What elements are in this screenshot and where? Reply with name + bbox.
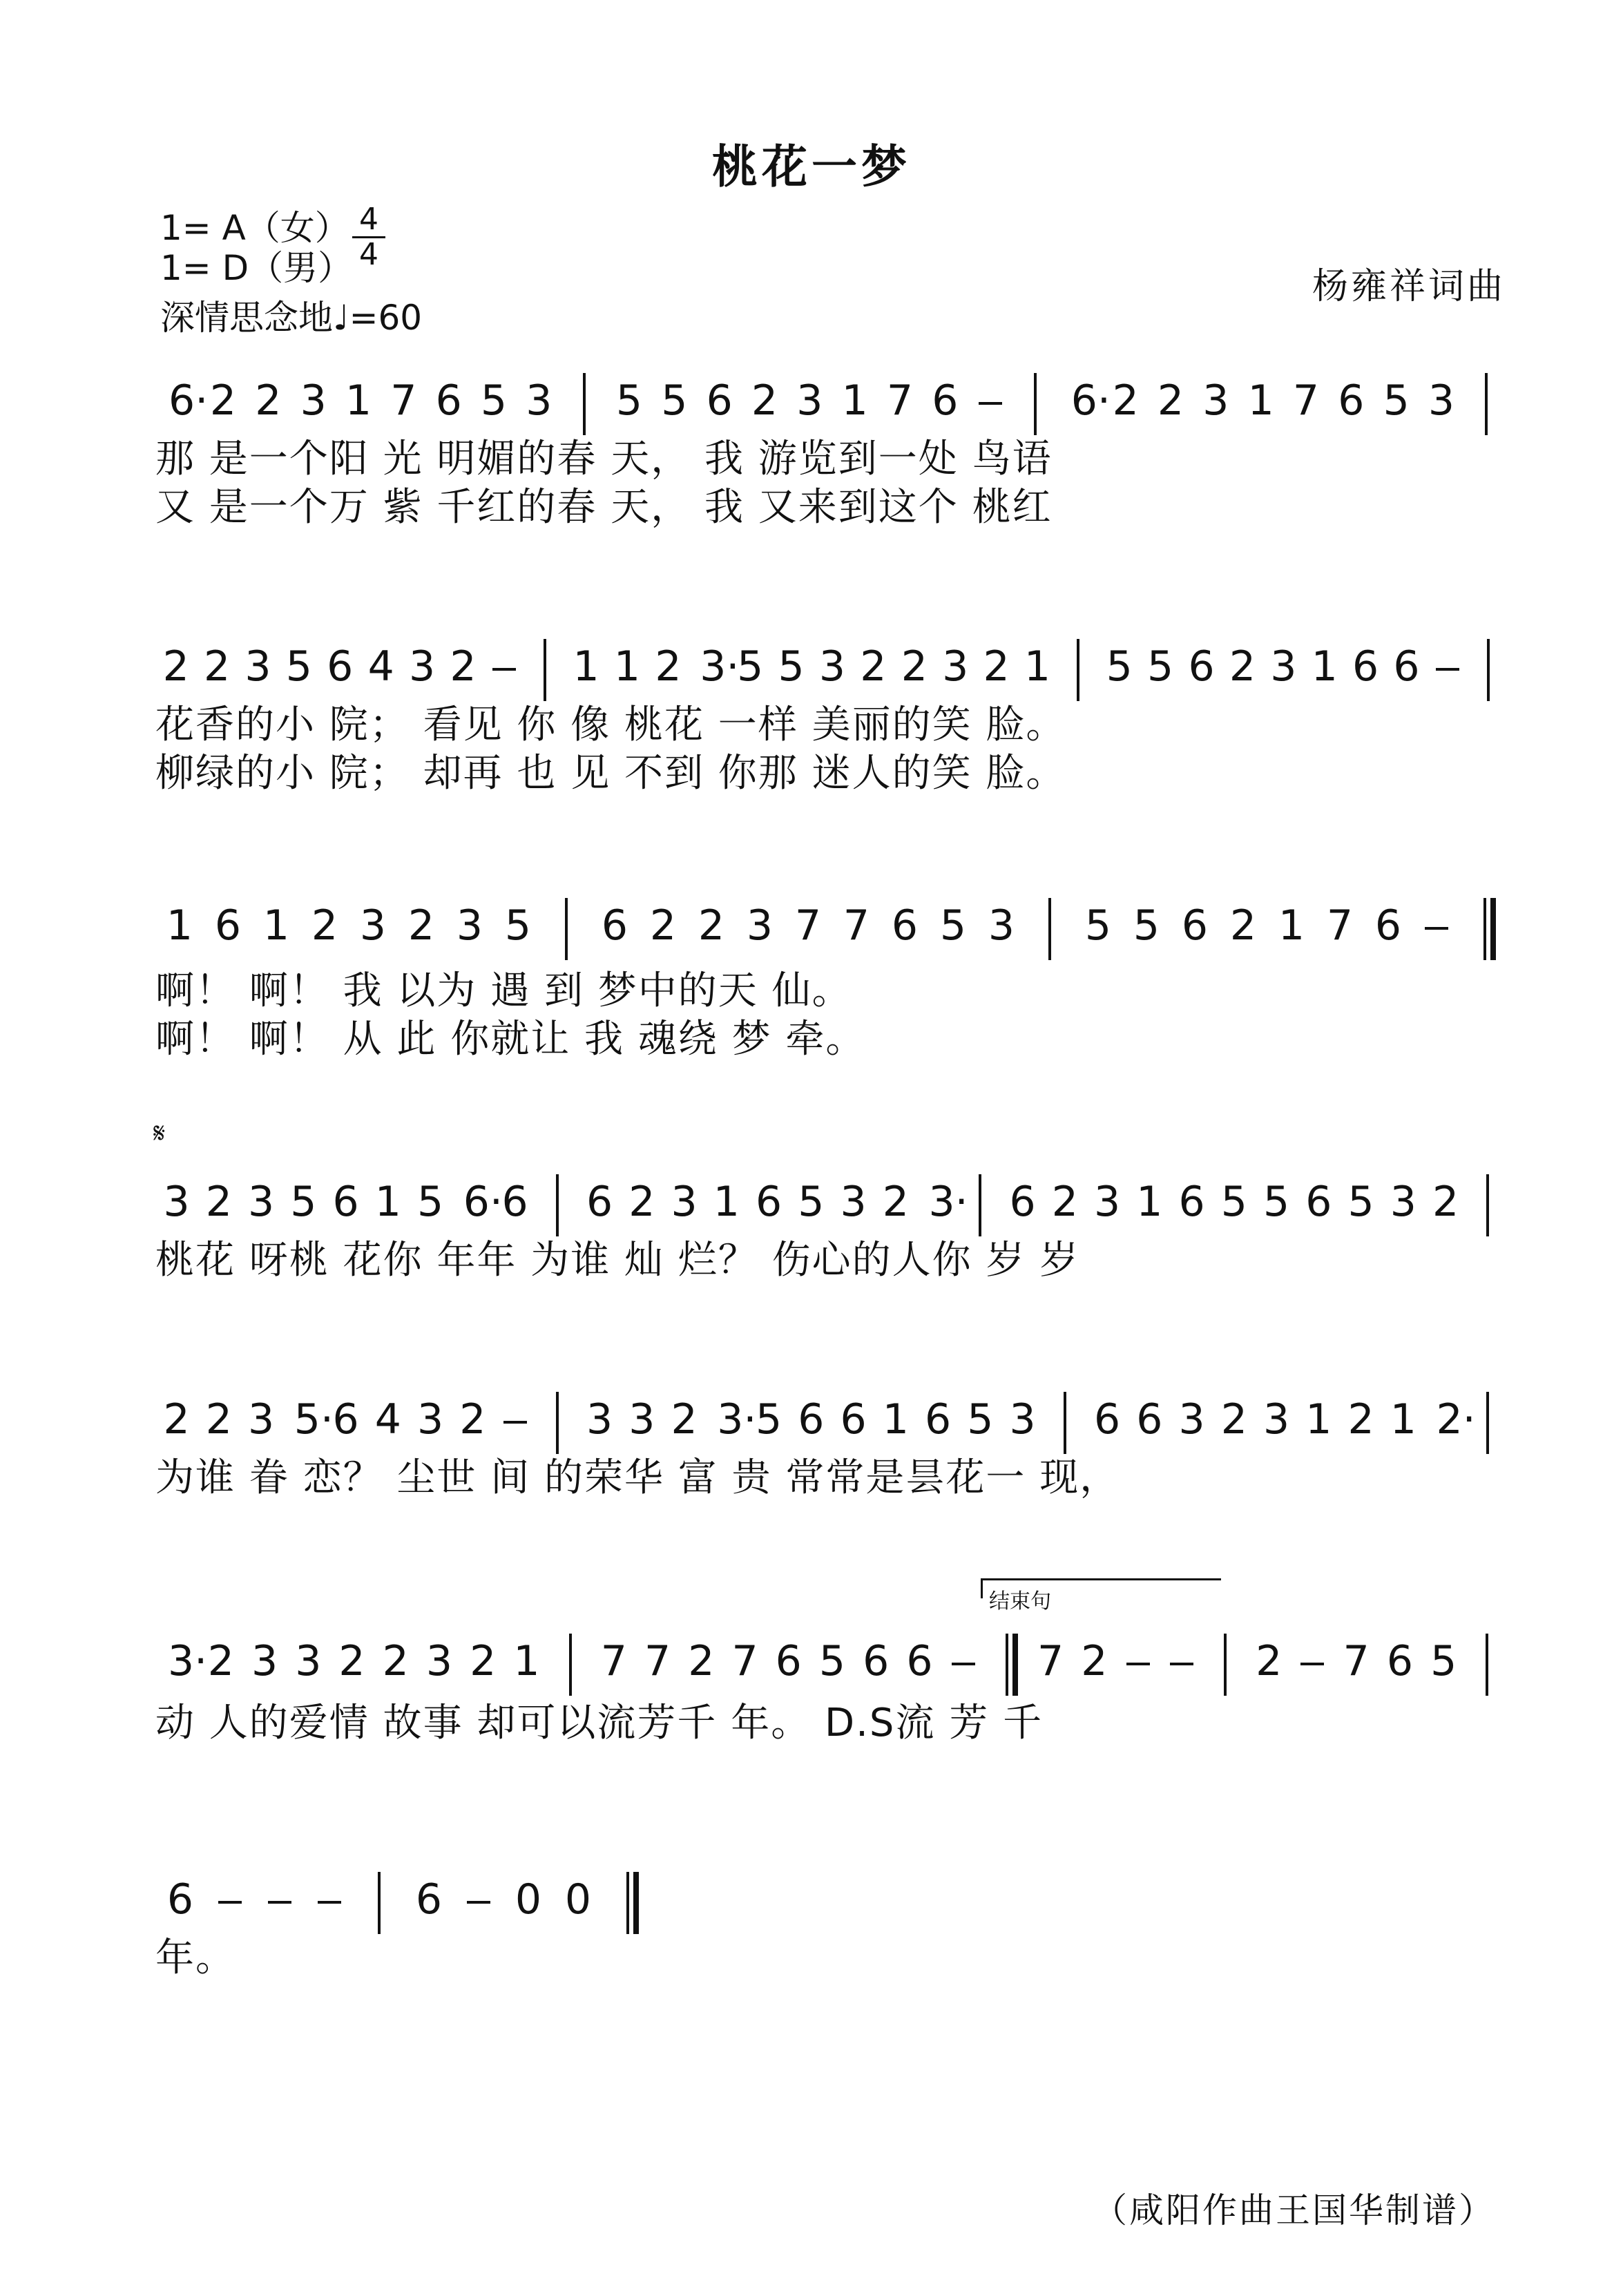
barline — [1486, 1392, 1489, 1454]
note: 2 — [655, 642, 682, 691]
note: 2 — [1256, 1637, 1283, 1685]
note: 3 — [1270, 642, 1297, 691]
note: 5 — [778, 642, 805, 691]
note: 6 — [1305, 1178, 1332, 1226]
note: 3 — [526, 376, 553, 425]
note: 6 — [332, 1178, 359, 1226]
note: 1 — [713, 1178, 740, 1226]
note: 5 — [967, 1395, 994, 1444]
note: 5 — [939, 901, 967, 950]
note: 4 — [367, 642, 394, 691]
note: 3 — [840, 1178, 867, 1226]
note: 2 — [470, 1637, 497, 1685]
lyric-line-1: 花香的小 院； 看见 你 像 桃花 一样 美丽的笑 脸。 — [155, 702, 1066, 747]
barline — [626, 1872, 629, 1934]
extension-dash — [268, 1901, 291, 1904]
note: 5 — [798, 1178, 825, 1226]
note: 1 — [1247, 376, 1274, 425]
note: 6 — [840, 1395, 867, 1444]
note: 3 — [251, 1637, 278, 1685]
note: 0 — [564, 1875, 592, 1924]
note: 5· — [294, 1395, 334, 1444]
note: 3 — [417, 1395, 444, 1444]
note: 6 — [863, 1637, 890, 1685]
note: 2 — [407, 901, 435, 950]
notation-line — [155, 618, 1509, 694]
note: 5 — [1106, 642, 1133, 691]
barline-thick — [633, 1872, 639, 1934]
note: 2 — [255, 376, 282, 425]
note: 6 — [435, 376, 462, 425]
note: 7 — [390, 376, 417, 425]
note: 6 — [1094, 1395, 1121, 1444]
note: 7 — [1326, 901, 1354, 950]
note: 6 — [1338, 376, 1365, 425]
note: 2 — [1081, 1637, 1108, 1685]
barline — [1486, 1634, 1488, 1696]
note: 3 — [746, 901, 774, 950]
note: 6 — [1352, 642, 1379, 691]
note: 6 — [756, 1178, 782, 1226]
lyric-line-1: 年。 — [155, 1935, 236, 1980]
note: 2 — [688, 1637, 715, 1685]
note: 1 — [1024, 642, 1051, 691]
barline — [1224, 1634, 1227, 1696]
note: 2· — [1436, 1395, 1476, 1444]
note: 1 — [374, 1178, 401, 1226]
barline — [1487, 639, 1490, 701]
note: 2 — [163, 1395, 190, 1444]
time-signature-bottom: 4 — [359, 237, 378, 272]
time-signature — [352, 204, 385, 270]
note: 2 — [1432, 1178, 1459, 1226]
note: 6 — [1181, 901, 1209, 950]
note: 5 — [417, 1178, 444, 1226]
extension-dash — [492, 668, 516, 671]
note: 2 — [983, 642, 1010, 691]
note: 6 — [586, 1178, 613, 1226]
note: 3 — [248, 1395, 275, 1444]
time-signature-top: 4 — [359, 202, 378, 237]
barline — [378, 1872, 381, 1934]
note: 4 — [374, 1395, 401, 1444]
barline — [565, 898, 568, 960]
note: 6 — [925, 1395, 952, 1444]
song-title: 桃花一梦 — [712, 140, 911, 193]
note: 6 — [214, 901, 242, 950]
note: 3· — [700, 642, 740, 691]
note: 5 — [818, 1637, 846, 1685]
note: 1 — [1311, 642, 1338, 691]
note: 3 — [295, 1637, 322, 1685]
note: 5 — [1347, 1178, 1374, 1226]
score-credit: （咸阳作曲王国华制谱） — [1093, 2190, 1495, 2230]
barline — [1048, 898, 1051, 960]
lyric-line-1: 动 人的爱情 故事 却可以流芳千 年。 D.S流 芳 千 — [155, 1701, 1044, 1745]
lyric-line-1: 桃花 呀桃 花你 年年 为谁 灿 烂？ 伤心的人你 岁 岁 — [155, 1238, 1080, 1283]
note: 2 — [459, 1395, 486, 1444]
note: 6 — [932, 376, 959, 425]
extension-dash — [979, 402, 1002, 405]
note: 6 — [415, 1875, 443, 1924]
note: 3 — [1202, 376, 1229, 425]
note: 3 — [359, 901, 387, 950]
lyric-line-2: 啊！ 啊！ 从 此 你就让 我 魂绕 梦 牵。 — [155, 1017, 866, 1062]
barline — [544, 639, 546, 701]
note: 5 — [737, 642, 764, 691]
key-signature-female: 1= A（女） — [160, 208, 349, 248]
note: 2 — [901, 642, 928, 691]
note: 2 — [1229, 642, 1256, 691]
note: 1 — [573, 642, 599, 691]
note: 2 — [1051, 1178, 1078, 1226]
note: 6· — [1070, 376, 1111, 425]
note: 5 — [1084, 901, 1112, 950]
note: 5 — [615, 376, 643, 425]
notation-line — [155, 1613, 1509, 1689]
barline — [556, 1392, 559, 1454]
note: 3 — [456, 901, 483, 950]
composer-credit: 杨雍祥词曲 — [1312, 266, 1506, 307]
note: 3 — [818, 642, 846, 691]
barline — [979, 1174, 981, 1236]
note: 6 — [166, 1875, 194, 1924]
note: 5 — [661, 376, 688, 425]
note: 7 — [886, 376, 914, 425]
note: 6 — [798, 1395, 825, 1444]
note: 3 — [586, 1395, 613, 1444]
note: 6 — [775, 1637, 802, 1685]
note: 5 — [1147, 642, 1174, 691]
note: 3 — [1263, 1395, 1290, 1444]
barline — [569, 1634, 572, 1696]
note: 3 — [300, 376, 327, 425]
note: 3 — [628, 1395, 655, 1444]
extension-dash — [1126, 1663, 1150, 1665]
note: 3 — [425, 1637, 453, 1685]
note: 2 — [1112, 376, 1139, 425]
lyric-line-2: 柳绿的小 院； 却再 也 见 不到 你那 迷人的笑 脸。 — [155, 751, 1066, 796]
note: 2 — [649, 901, 677, 950]
barline — [1034, 373, 1037, 435]
note: 1 — [841, 376, 868, 425]
notation-line — [155, 877, 1509, 953]
note: 3 — [1009, 1395, 1036, 1444]
note: 2 — [205, 1395, 232, 1444]
note: 6 — [327, 642, 354, 691]
note: 2 — [751, 376, 778, 425]
note: 3 — [248, 1178, 275, 1226]
note: 2 — [450, 642, 477, 691]
note: 2 — [205, 1178, 232, 1226]
extension-dash — [1300, 1663, 1324, 1665]
lyric-line-1: 那 是一个阳 光 明媚的春 天， 我 游览到一处 鸟语 — [155, 437, 1053, 481]
note: 3 — [671, 1178, 698, 1226]
barline-thick — [1012, 1634, 1018, 1696]
note: 7 — [843, 901, 870, 950]
note: 3· — [717, 1395, 757, 1444]
note: 6 — [1178, 1178, 1205, 1226]
note: 6 — [1374, 901, 1402, 950]
note: 7 — [731, 1637, 758, 1685]
note: 2 — [311, 901, 338, 950]
note: 3 — [942, 642, 969, 691]
barline — [1485, 373, 1488, 435]
note: 5 — [1383, 376, 1410, 425]
note: 6 — [1136, 1395, 1163, 1444]
note: 6 — [1386, 1637, 1414, 1685]
extension-dash — [1170, 1663, 1193, 1665]
note: 5 — [1430, 1637, 1457, 1685]
note: 3 — [1390, 1178, 1416, 1226]
note: 3 — [988, 901, 1015, 950]
barline — [1006, 1634, 1008, 1696]
note: 1 — [1390, 1395, 1416, 1444]
note: 6 — [601, 901, 628, 950]
note: 2 — [338, 1637, 365, 1685]
barline — [1486, 1174, 1489, 1236]
note: 3 — [796, 376, 823, 425]
note: 1 — [613, 642, 641, 691]
note: 6 — [332, 1395, 359, 1444]
note: 5 — [480, 376, 508, 425]
note: 2 — [209, 376, 237, 425]
barline — [583, 373, 586, 435]
note: 6 — [891, 901, 919, 950]
note: 2 — [860, 642, 887, 691]
barline — [1077, 639, 1079, 701]
note: 2 — [1229, 901, 1257, 950]
extension-dash — [503, 1421, 527, 1424]
key-signature-male: 1= D（男） — [160, 248, 353, 288]
note: 7 — [1343, 1637, 1370, 1685]
extension-dash — [318, 1901, 341, 1904]
lyric-line-1: 为谁 眷 恋？ 尘世 间 的荣华 富 贵 常常是昙花一 现， — [155, 1455, 1120, 1500]
barline — [556, 1174, 559, 1236]
note: 1 — [1305, 1395, 1332, 1444]
note: 3 — [1178, 1395, 1205, 1444]
note: 6· — [169, 376, 209, 425]
note: 3 — [163, 1178, 190, 1226]
note: 3· — [928, 1178, 968, 1226]
note: 2 — [203, 642, 231, 691]
note: 7 — [600, 1637, 627, 1685]
note: 6 — [1009, 1178, 1036, 1226]
barline — [1064, 1392, 1066, 1454]
note: 1 — [513, 1637, 540, 1685]
note: 5 — [756, 1395, 782, 1444]
notation-line — [155, 1851, 1509, 1927]
note: 1 — [345, 376, 372, 425]
note: 5 — [290, 1178, 317, 1226]
extension-dash — [952, 1663, 975, 1665]
extension-dash — [218, 1901, 242, 1904]
ending-label: 结束句 — [989, 1589, 1051, 1614]
note: 2 — [382, 1637, 409, 1685]
note: 5 — [504, 901, 532, 950]
extension-dash — [1436, 668, 1459, 671]
note: 3 — [1428, 376, 1455, 425]
note: 2 — [162, 642, 189, 691]
note: 2 — [1347, 1395, 1374, 1444]
note: 2 — [671, 1395, 698, 1444]
note: 7 — [644, 1637, 671, 1685]
note: 6 — [1188, 642, 1215, 691]
note: 1 — [1278, 901, 1305, 950]
note: 7 — [1037, 1637, 1064, 1685]
note: 5 — [285, 642, 312, 691]
notation-line — [155, 1371, 1509, 1447]
segno-sign: 𝄋 — [153, 1118, 166, 1149]
lyric-line-1: 啊！ 啊！ 我 以为 遇 到 梦中的天 仙。 — [155, 968, 852, 1013]
note: 5 — [1133, 901, 1160, 950]
note: 3 — [1094, 1178, 1121, 1226]
note: 3· — [167, 1637, 208, 1685]
note: 1 — [1136, 1178, 1163, 1226]
barline-thick — [1490, 898, 1496, 960]
note: 1 — [166, 901, 193, 950]
note: 6 — [501, 1178, 528, 1226]
note: 2 — [882, 1178, 909, 1226]
note: 6 — [706, 376, 733, 425]
note: 5 — [1263, 1178, 1290, 1226]
extension-dash — [1425, 927, 1448, 930]
notation-line — [155, 1154, 1509, 1230]
note: 1 — [262, 901, 290, 950]
note: 6 — [1393, 642, 1420, 691]
note: 2 — [1157, 376, 1184, 425]
note: 3 — [244, 642, 271, 691]
extension-dash — [467, 1901, 490, 1904]
note: 1 — [882, 1395, 909, 1444]
note: 7 — [794, 901, 822, 950]
note: 5 — [1220, 1178, 1247, 1226]
note: 6 — [906, 1637, 933, 1685]
notation-line — [155, 352, 1509, 428]
tempo-marking: 深情思念地♩=60 — [160, 298, 423, 338]
barline — [1483, 898, 1486, 960]
note: 2 — [698, 901, 725, 950]
note: 7 — [1292, 376, 1320, 425]
note: 2 — [628, 1178, 655, 1226]
note: 2 — [207, 1637, 234, 1685]
note: 2 — [1220, 1395, 1247, 1444]
note: 6· — [463, 1178, 503, 1226]
note: 0 — [515, 1875, 542, 1924]
lyric-line-2: 又 是一个万 紫 千红的春 天， 我 又来到这个 桃红 — [155, 485, 1053, 530]
note: 3 — [408, 642, 436, 691]
